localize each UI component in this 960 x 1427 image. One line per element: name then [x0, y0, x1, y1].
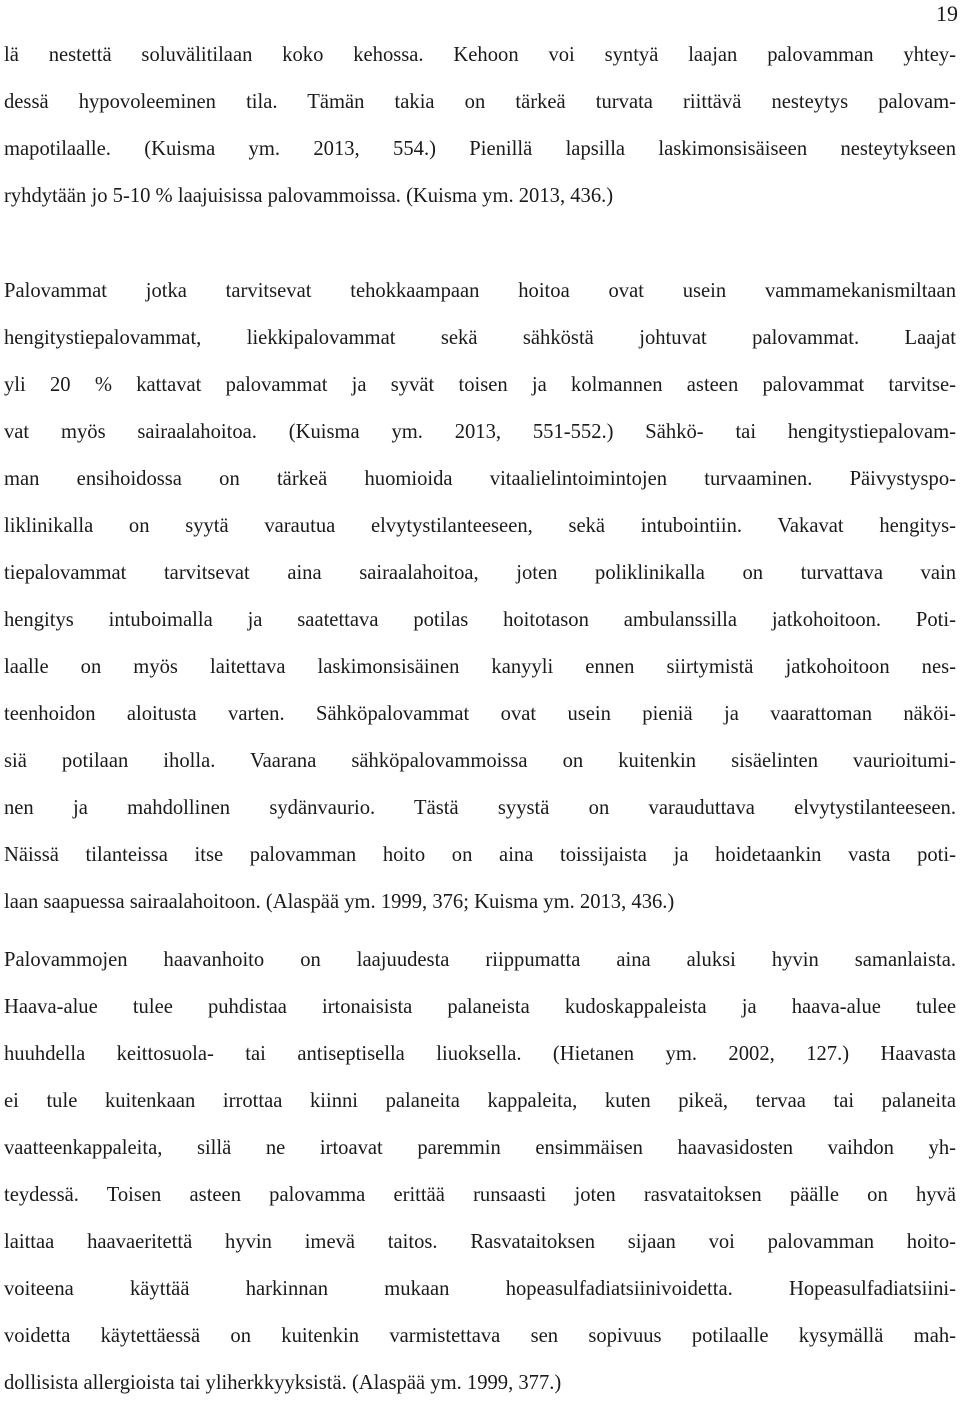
text-line: teenhoidon aloitusta varten. Sähköpalovammat ovat usein pieniä ja vaarattoman näköi- — [4, 703, 956, 725]
text-line: dollisista allergioista tai yliherkkyyksistä. (Alaspää ym. 1999, 377.) — [4, 1372, 562, 1394]
text-line: lä nestettä soluvälitilaan koko kehossa. Kehoon voi syntyä laajan palovamman yhtey- — [4, 44, 956, 66]
text-line: man ensihoidossa on tärkeä huomioida vitaalielintoimintojen turvaaminen. Päivystyspo- — [4, 468, 956, 490]
text-line: teydessä. Toisen asteen palovamma erittää runsaasti joten rasvataitoksen päälle on hyvä — [4, 1184, 956, 1206]
text-line: liklinikalla on syytä varautua elvytystilanteeseen, sekä intubointiin. Vakavat hengitys- — [4, 515, 956, 537]
text-line: dessä hypovoleeminen tila. Tämän takia on tärkeä turvata riittävä nesteytys palovam- — [4, 91, 956, 113]
text-line: voiteena käyttää harkinnan mukaan hopeasulfadiatsiinivoidetta. Hopeasulfadiatsiini- — [4, 1278, 956, 1300]
text-line: Palovammat jotka tarvitsevat tehokkaampaan hoitoa ovat usein vammamekanismiltaan — [4, 280, 956, 302]
text-line: laan saapuessa sairaalahoitoon. (Alaspää ym. 1999, 376; Kuisma ym. 2013, 436.) — [4, 891, 675, 913]
text-line: Näissä tilanteissa itse palovamman hoito on aina toissijaista ja hoidetaankin vasta poti- — [4, 844, 956, 866]
text-line: Palovammojen haavanhoito on laajuudesta riippumatta aina aluksi hyvin samanlaista. — [4, 949, 956, 971]
text-line: Haava-alue tulee puhdistaa irtonaisista palaneista kudoskappaleista ja haava-alue tulee — [4, 996, 956, 1018]
text-line: nen ja mahdollinen sydänvaurio. Tästä syystä on varauduttava elvytystilanteeseen. — [4, 797, 956, 819]
paragraph-3 — [4, 937, 956, 1407]
text-line: huuhdella keittosuola- tai antiseptisella liuoksella. (Hietanen ym. 2002, 127.) Haavasta — [4, 1043, 956, 1065]
text-line: vaatteenkappaleita, sillä ne irtoavat paremmin ensimmäisen haavasidosten vaihdon yh- — [4, 1137, 956, 1159]
text-line: ei tule kuitenkaan irrottaa kiinni palaneita kappaleita, kuten pikeä, tervaa tai palaneita — [4, 1090, 956, 1112]
text-line: voidetta käytettäessä on kuitenkin varmistettava sen sopivuus potilaalle kysymällä mah- — [4, 1325, 956, 1347]
text-line: laittaa haavaeritettä hyvin imevä taitos. Rasvataitoksen sijaan voi palovamman hoito- — [4, 1231, 956, 1253]
text-line: ryhdytään jo 5-10 % laajuisissa palovammoissa. (Kuisma ym. 2013, 436.) — [4, 185, 614, 207]
text-line: hengitys intuboimalla ja saatettava potilas hoitotason ambulanssilla jatkohoitoon. Poti- — [4, 609, 956, 631]
text-line: vat myös sairaalahoitoa. (Kuisma ym. 2013, 551-552.) Sähkö- tai hengitystiepalovam- — [4, 421, 956, 443]
text-line: tiepalovammat tarvitsevat aina sairaalahoitoa, joten poliklinikalla on turvattava vain — [4, 562, 956, 584]
page-number: 19 — [936, 1, 958, 26]
paragraph-2 — [4, 268, 956, 926]
text-line: siä potilaan iholla. Vaarana sähköpalovammoissa on kuitenkin sisäelinten vaurioitumi- — [4, 750, 956, 772]
text-line: yli 20 % kattavat palovammat ja syvät toisen ja kolmannen asteen palovammat tarvitse- — [4, 374, 956, 396]
text-line: hengitystiepalovammat, liekkipalovammat sekä sähköstä johtuvat palovammat. Laajat — [4, 327, 956, 349]
text-line: mapotilaalle. (Kuisma ym. 2013, 554.) Pienillä lapsilla laskimonsisäiseen nesteytykseen — [4, 138, 956, 160]
text-line: laalle on myös laitettava laskimonsisäinen kanyyli ennen siirtymistä jatkohoitoon nes- — [4, 656, 956, 678]
paragraph-1 — [4, 32, 956, 220]
